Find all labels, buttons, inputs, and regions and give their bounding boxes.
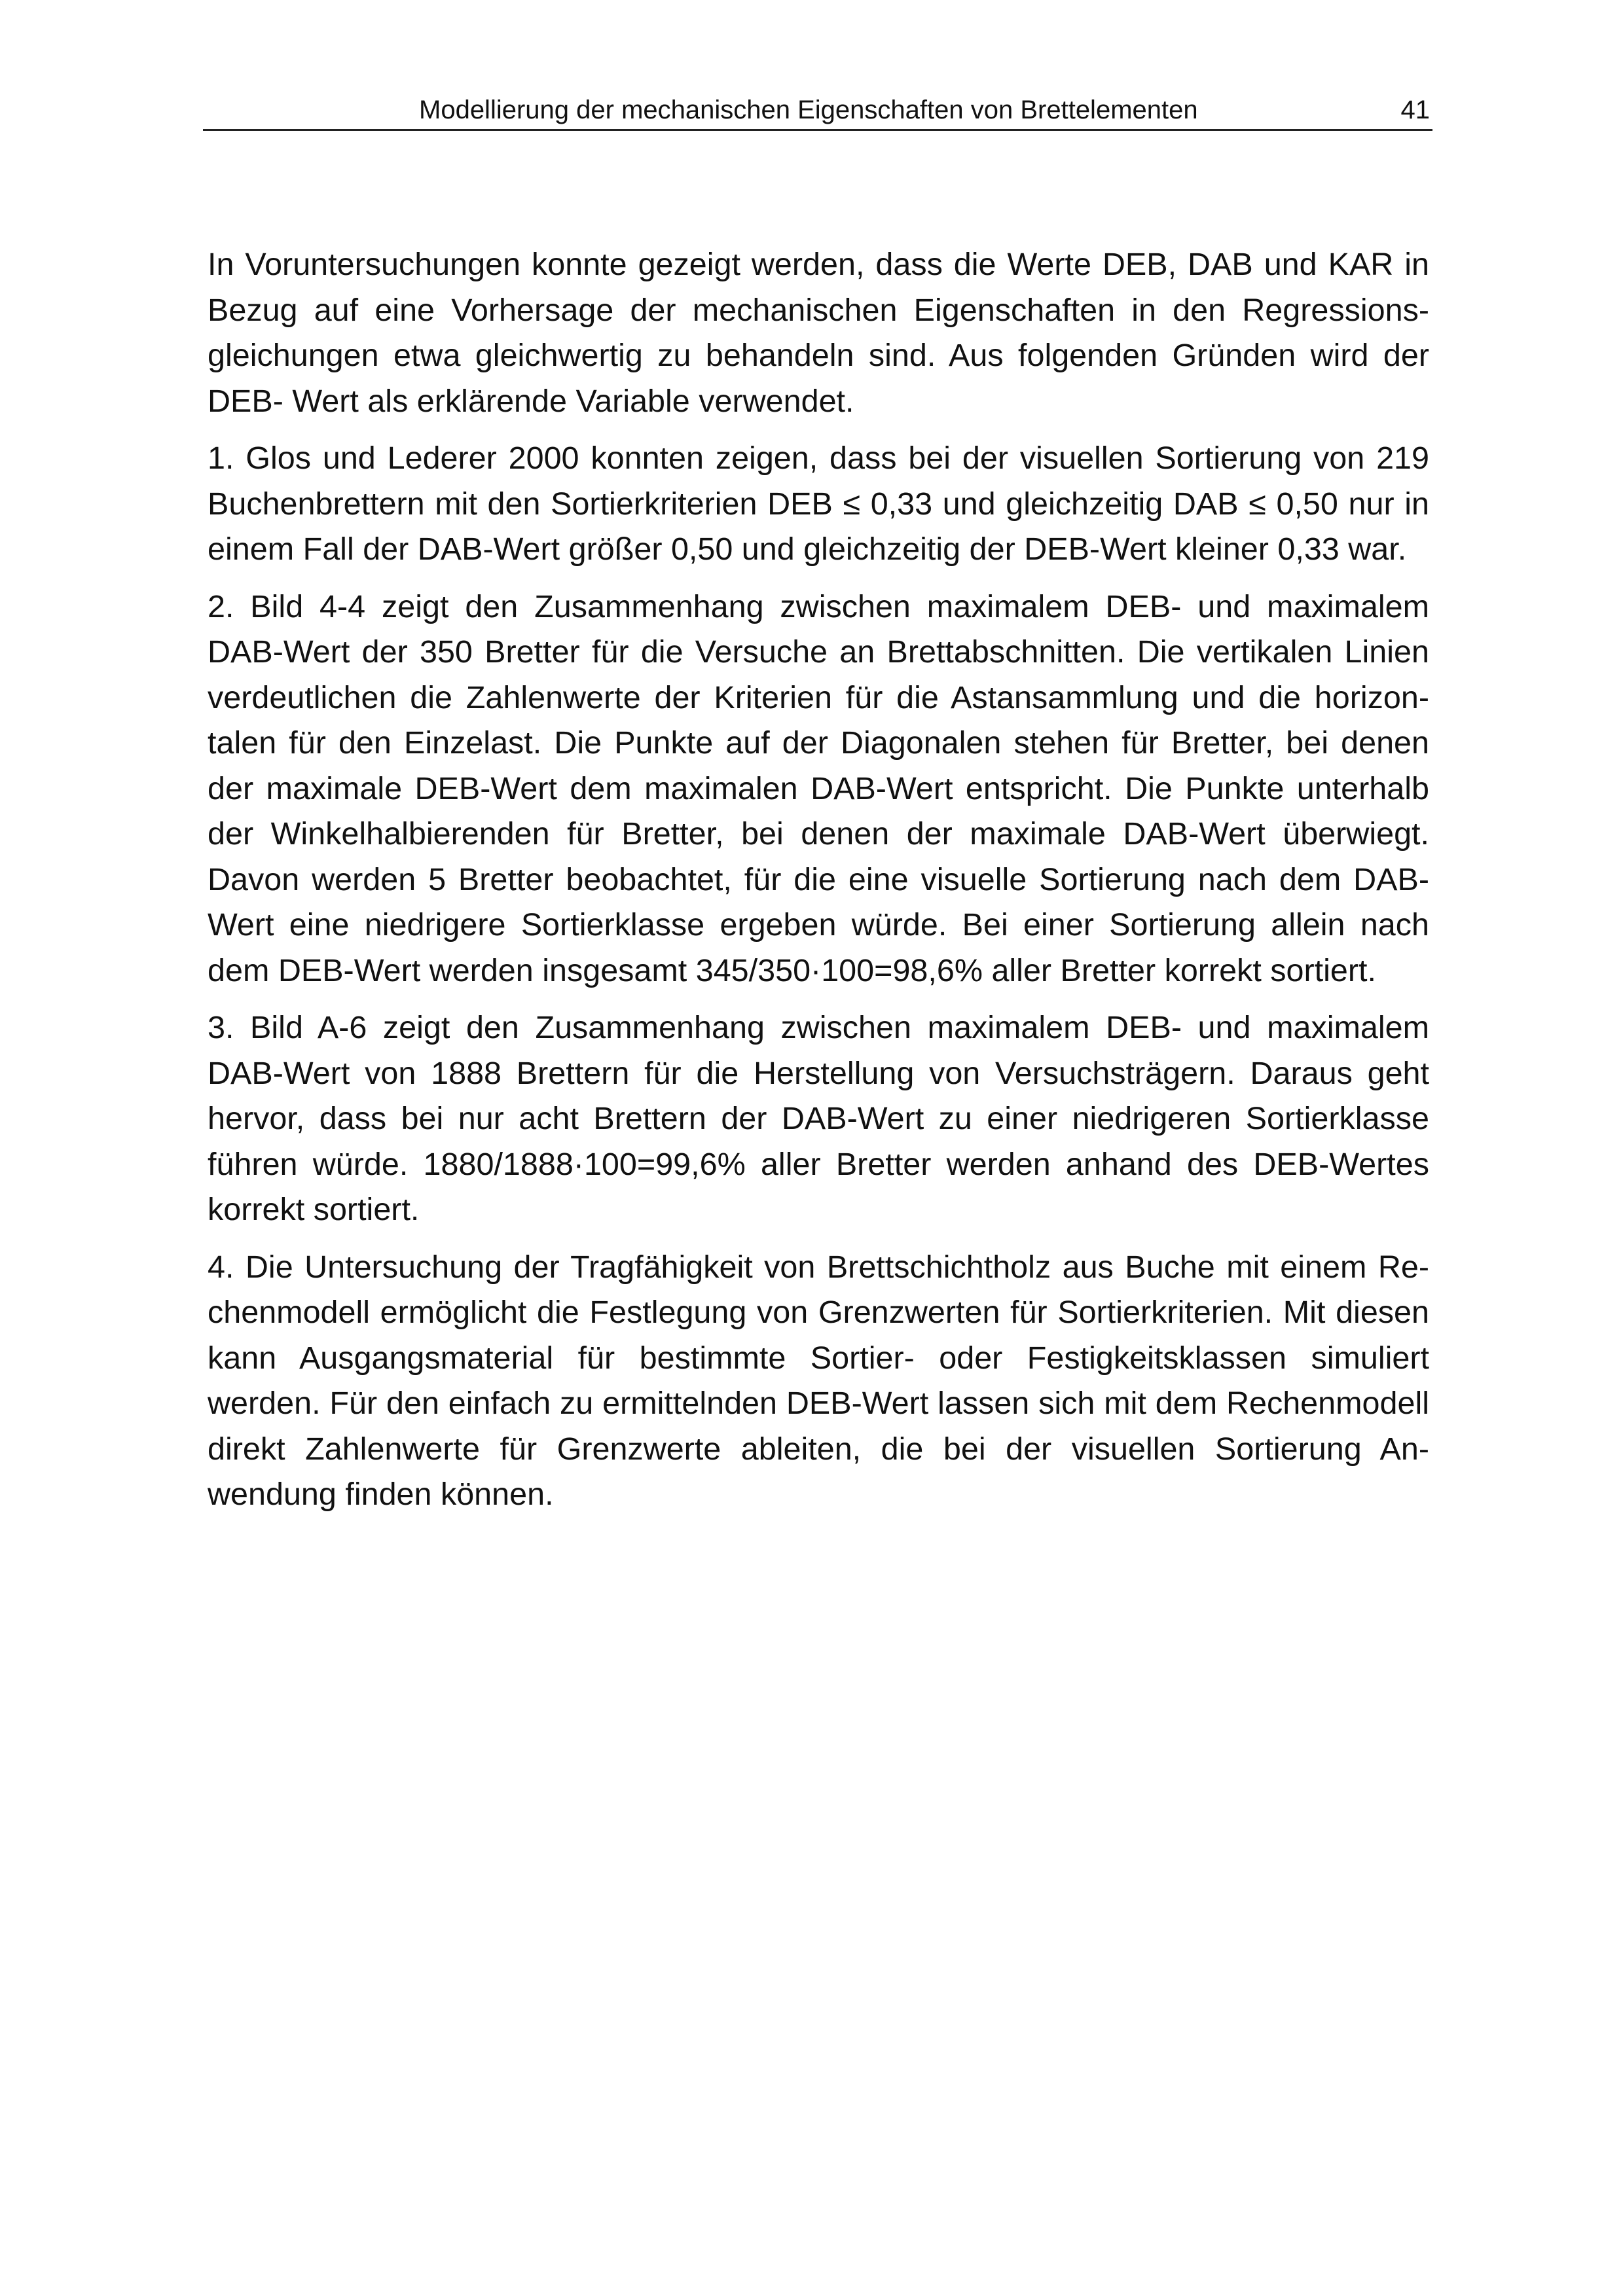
paragraph-point-4: 4. Die Untersuchung der Tragfähigkeit von Brettschichtholz aus Buche mit einem Rechenmodell ermöglicht die Festlegung von Grenzwerten für Sortierkriterien. Mit diesen kann Ausgangsmaterial für bestimmte Sortier- oder Festigkeitsklassen simuliert werden. Für den einfach zu ermittelnden DEB-Wert lassen sich mit dem Rechenmodell direkt Zahlenwerte für Grenzwerte ableiten, die bei der visuellen Sortierung Anwendung finden können.	[208, 1249, 1429, 1512]
page-header	[203, 90, 1432, 131]
paragraph-intro: In Voruntersuchungen konnte gezeigt werden, dass die Werte DEB, DAB und KAR in Bezug auf eine Vorhersage der mechanischen Eigenschaften in den Regressionsgleichungen etwa gleichwertig zu behandeln sind. Aus folgenden Gründen wird der DEB- Wert als erklärende Variable verwendet.	[208, 247, 1429, 419]
paragraph-point-1: 1. Glos und Lederer 2000 konnten zeigen, dass bei der visuellen Sortierung von 219 Buchenbrettern mit den Sortierkriterien DEB ≤ 0,33 und gleichzeitig DAB ≤ 0,50 nur in einem Fall der DAB-Wert größer 0,50 und gleichzeitig der DEB-Wert kleiner 0,33 war.	[208, 440, 1429, 567]
body-text	[208, 242, 1429, 1530]
page-number: 41	[1400, 96, 1430, 124]
paragraph-point-2: 2. Bild 4-4 zeigt den Zusammenhang zwischen maximalem DEB- und maximalem DAB-Wert der 350 Bretter für die Versuche an Brettabschnitten. Die vertikalen Linien verdeutlichen die Zahlenwerte der Kriterien für die Astansammlung und die horizontalen für den Einzelast. Die Punkte auf der Diagonalen stehen für Bretter, bei denen der maximale DEB-Wert dem maximalen DAB-Wert entspricht. Die Punkte unterhalb der Winkelhalbierenden für Bretter, bei denen der maximale DAB-Wert überwiegt. Davon werden 5 Bretter beobachtet, für die eine visuelle Sortierung nach dem DAB-Wert eine niedrigere Sortierklasse ergeben würde. Bei einer Sortierung allein nach dem DEB-Wert werden insgesamt 345/350·100=98,6% aller Bretter korrekt sortiert.	[208, 588, 1429, 988]
paragraph-point-3: 3. Bild A-6 zeigt den Zusammenhang zwischen maximalem DEB- und maximalem DAB-Wert von 1888 Brettern für die Herstellung von Versuchsträgern. Daraus geht hervor, dass bei nur acht Brettern der DAB-Wert zu einer niedrigeren Sortierklasse führen würde. 1880/1888·100=99,6% aller Bretter werden anhand des DEB-Wertes korrekt sortiert.	[208, 1010, 1429, 1227]
running-title: Modellierung der mechanischen Eigenschaften von Brettelementen	[419, 96, 1198, 124]
